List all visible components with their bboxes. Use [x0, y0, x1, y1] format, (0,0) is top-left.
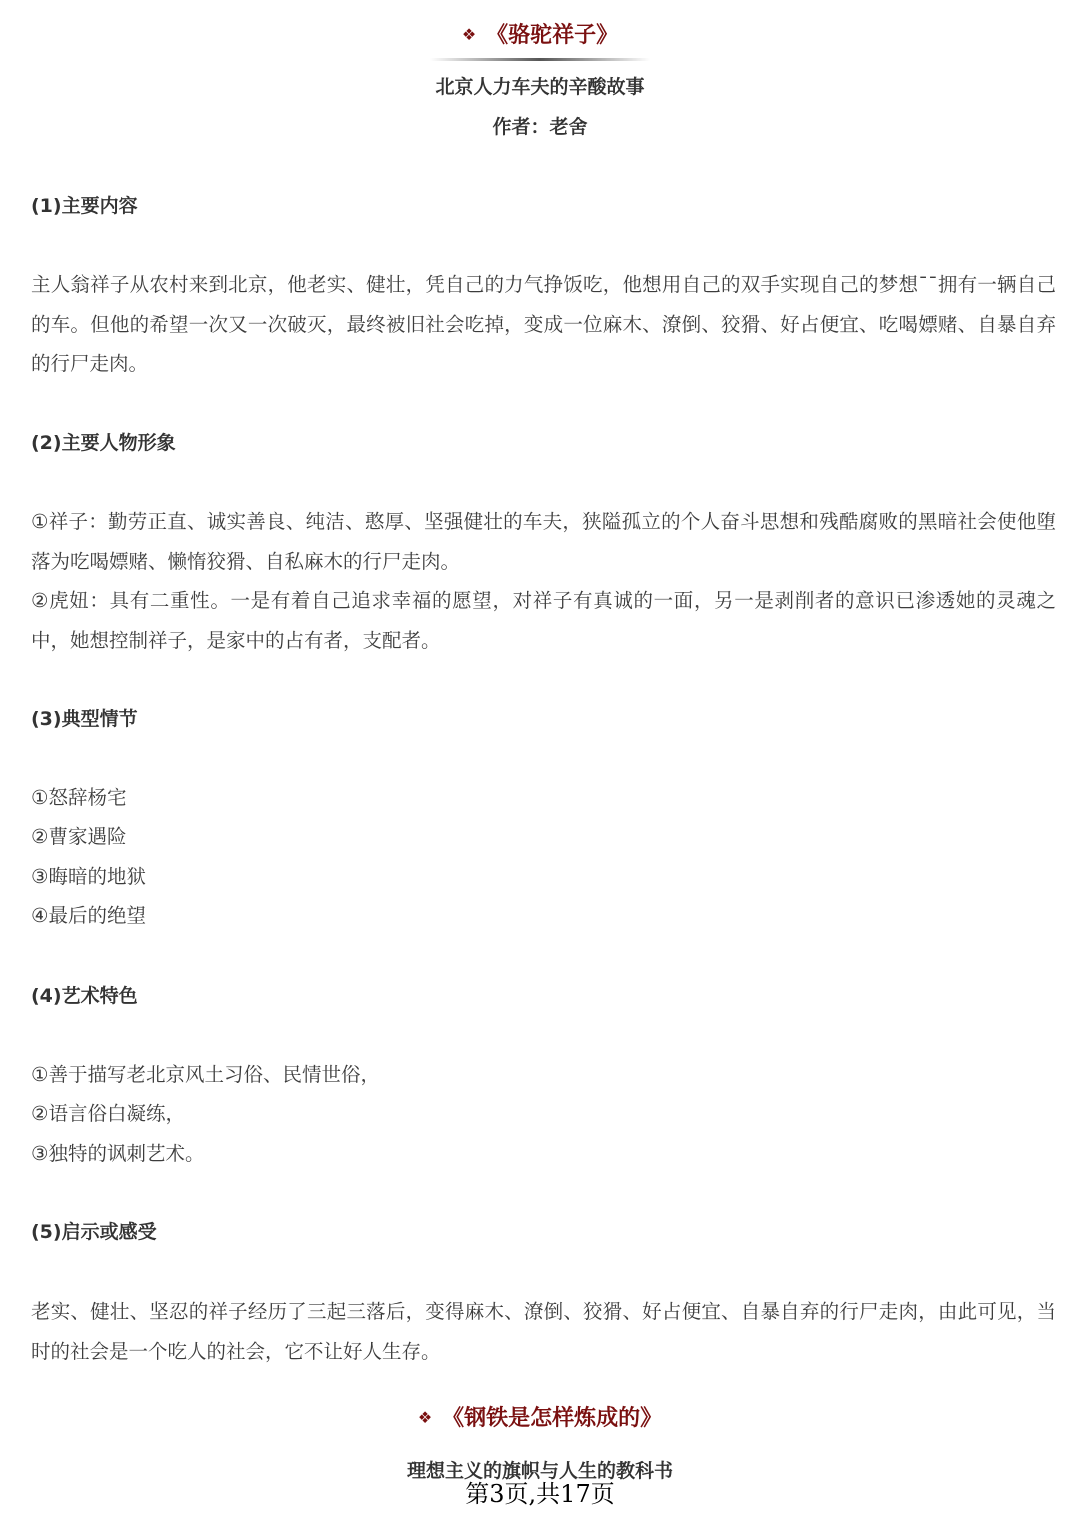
diamond-icon: ❖: [461, 25, 477, 44]
section-heading-main-content: (1)主要内容: [31, 195, 138, 217]
list-item: ①善于描写老北京风土习俗、民情世俗，: [31, 1063, 380, 1086]
section-heading-insight: (5)启示或感受: [31, 1221, 157, 1243]
book2-title-text: 《钢铁是怎样炼成的》: [442, 1406, 663, 1431]
list-item: ①怒辞杨宅: [31, 786, 127, 809]
section-heading-plot: (3)典型情节: [31, 708, 138, 730]
title-divider: [430, 58, 650, 61]
book-subtitle: 北京人力车夫的辛酸故事: [435, 76, 645, 98]
page-number: 第3页,共17页: [465, 1480, 615, 1508]
list-item: ②曹家遇险: [31, 825, 127, 848]
list-item: ②语言俗白凝练，: [31, 1102, 185, 1125]
character-huniu: ②虎妞：具有二重性。一是有着自己追求幸福的愿望，对祥子有真诚的一面，另一是剥削者的意识已渗透她的灵魂之中，她想控制祥子，是家中的占有者，支配者。: [31, 589, 1056, 652]
diamond-icon: ❖: [417, 1408, 433, 1427]
book-title-text: 《骆驼祥子》: [486, 23, 619, 48]
section-text-main-content: 主人翁祥子从农村来到北京，他老实、健壮，凭自己的力气挣饭吃，他想用自己的双手实现自己的梦想¯¯拥有一辆自己的车。但他的希望一次又一次破灭，最终被旧社会吃掉，变成一位麻木、潦倒、狡猾、好占便宜、吃喝嫖赌、自暴自弃的行尸走肉。: [31, 273, 1056, 375]
section-heading-characters: (2)主要人物形象: [31, 432, 176, 454]
character-xiangzi: ①祥子：勤劳正直、诚实善良、纯洁、憨厚、坚强健壮的车夫，狭隘孤立的个人奋斗思想和残酷腐败的黑暗社会使他堕落为吃喝嫖赌、懒惰狡猾、自私麻木的行尸走肉。: [31, 510, 1056, 573]
book-author: 作者：老舍: [492, 116, 588, 138]
book2-subtitle: 理想主义的旗帜与人生的教科书: [406, 1460, 673, 1482]
list-item: ④最后的绝望: [31, 904, 146, 927]
book2-title: [0, 1403, 1080, 1434]
list-item: ③独特的讽刺艺术。: [31, 1142, 205, 1165]
list-item: ③晦暗的地狱: [31, 865, 146, 888]
section-text-insight: 老实、健壮、坚忍的祥子经历了三起三落后，变得麻木、潦倒、狡猾、好占便宜、自暴自弃的行尸走肉，由此可见，当时的社会是一个吃人的社会，它不让好人生存。: [31, 1300, 1056, 1363]
book-title: [0, 20, 1080, 51]
section-heading-art: (4)艺术特色: [31, 985, 138, 1007]
